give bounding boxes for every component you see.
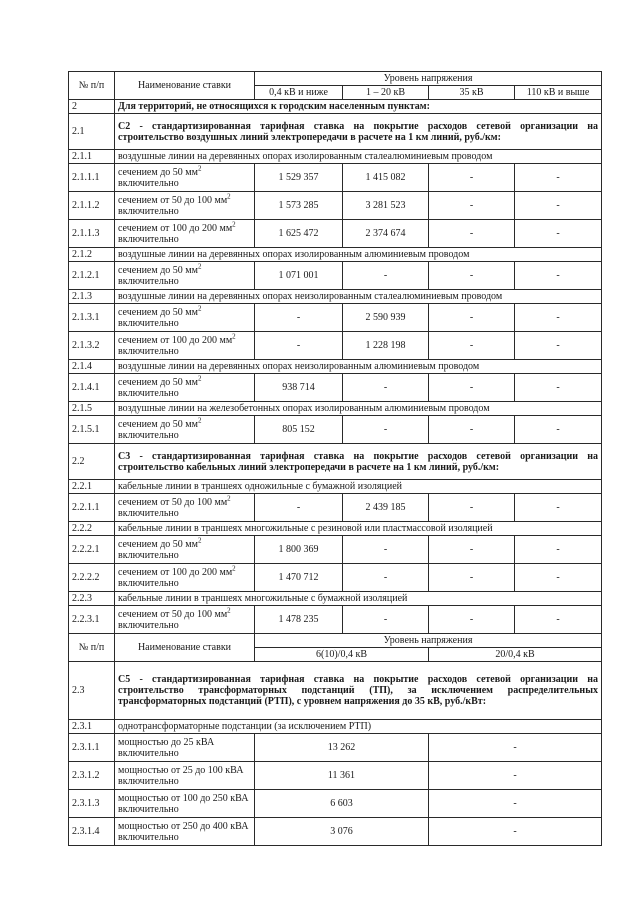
value-cell: -: [515, 164, 602, 192]
row-num: 2.1.4.1: [69, 374, 115, 402]
table-row: [69, 564, 602, 592]
value-cell: 1 800 369: [255, 536, 343, 564]
value-cell: -: [429, 332, 515, 360]
value-cell: 1 573 285: [255, 192, 343, 220]
value-cell: -: [515, 374, 602, 402]
row-num: 2.3.1.1: [69, 734, 115, 762]
value-cell: -: [515, 220, 602, 248]
value-cell: 1 228 198: [343, 332, 429, 360]
value-cell: -: [515, 262, 602, 290]
value-cell: 2 439 185: [343, 494, 429, 522]
row-num: 2.1.3.1: [69, 304, 115, 332]
value-cell: -: [429, 416, 515, 444]
value-cell: -: [343, 564, 429, 592]
value-cell: -: [343, 262, 429, 290]
table-row: [69, 734, 602, 762]
group-row: [69, 360, 602, 374]
header-name: Наименование ставки: [115, 72, 255, 100]
value-cell: -: [343, 606, 429, 634]
header-voltage: Уровень напряжения: [255, 72, 602, 86]
header-level: 0,4 кВ и ниже: [255, 86, 343, 100]
header-name: Наименование ставки: [115, 634, 255, 662]
group-title: воздушные линии на деревянных опорах неизолированным алюминиевым проводом: [115, 360, 602, 374]
row-num: 2.2.2.2: [69, 564, 115, 592]
row-num: 2.2.1.1: [69, 494, 115, 522]
table-row: [69, 494, 602, 522]
value-cell: -: [429, 374, 515, 402]
row-name: мощностью от 25 до 100 кВА включительно: [115, 762, 255, 790]
table-row: [69, 374, 602, 402]
value-cell: 938 714: [255, 374, 343, 402]
row-num: 2.2.2.1: [69, 536, 115, 564]
row-num: 2.1.3: [69, 290, 115, 304]
value-cell: 11 361: [255, 762, 429, 790]
row-num: 2.1.2.1: [69, 262, 115, 290]
row-num: 2.2.2: [69, 522, 115, 536]
value-cell: 2 374 674: [343, 220, 429, 248]
group-row: [69, 150, 602, 164]
value-cell: -: [429, 262, 515, 290]
row-name: сечением от 50 до 100 $мм^2$ включительно: [115, 494, 255, 522]
row-name: сечением до 50 $мм^2$ включительно: [115, 374, 255, 402]
value-cell: -: [515, 494, 602, 522]
value-cell: -: [429, 564, 515, 592]
group-title: воздушные линии на деревянных опорах неизолированным сталеалюминиевым проводом: [115, 290, 602, 304]
value-cell: 1 470 712: [255, 564, 343, 592]
section-title: Для территорий, не относящихся к городским населенным пунктам:: [115, 100, 602, 114]
row-name: сечением до 50 $мм^2$ включительно: [115, 536, 255, 564]
group-row: [69, 720, 602, 734]
rate-title-row: [69, 114, 602, 150]
value-cell: 1 478 235: [255, 606, 343, 634]
row-num: 2.1.2: [69, 248, 115, 262]
row-name: сечением до 50 $мм^2$ включительно: [115, 164, 255, 192]
group-row: [69, 592, 602, 606]
table-row: [69, 790, 602, 818]
row-num: 2.3.1.3: [69, 790, 115, 818]
row-num: 2.1.1.1: [69, 164, 115, 192]
header-level: 20/0,4 кВ: [429, 648, 602, 662]
header-num: № п/п: [69, 72, 115, 100]
value-cell: -: [429, 790, 602, 818]
value-cell: -: [429, 762, 602, 790]
value-cell: -: [429, 606, 515, 634]
tariff-table-lines: [68, 71, 602, 634]
row-num: 2.2.1: [69, 480, 115, 494]
group-title: воздушные линии на деревянных опорах изолированным сталеалюминиевым проводом: [115, 150, 602, 164]
value-cell: 1 415 082: [343, 164, 429, 192]
value-cell: 1 529 357: [255, 164, 343, 192]
header-row: [69, 634, 602, 648]
row-num: 2.3.1: [69, 720, 115, 734]
row-num: 2.3: [69, 662, 115, 720]
group-title: однотрансформаторные подстанции (за исключением РТП): [115, 720, 602, 734]
group-row: [69, 480, 602, 494]
row-name: сечением от 50 до 100 $мм^2$ включительно: [115, 192, 255, 220]
value-cell: -: [343, 416, 429, 444]
section-row: [69, 100, 602, 114]
value-cell: 13 262: [255, 734, 429, 762]
table-row: [69, 332, 602, 360]
value-cell: -: [429, 494, 515, 522]
table-row: [69, 536, 602, 564]
value-cell: -: [515, 416, 602, 444]
rate-title-row: [69, 662, 602, 720]
value-cell: 3 076: [255, 818, 429, 846]
row-num: 2.1.1: [69, 150, 115, 164]
table-row: [69, 818, 602, 846]
value-cell: -: [429, 818, 602, 846]
row-num: 2.1.5: [69, 402, 115, 416]
row-num: 2.3.1.2: [69, 762, 115, 790]
group-title: кабельные линии в траншеях одножильные с бумажной изоляцией: [115, 480, 602, 494]
rate-title: С2 - стандартизированная тарифная ставка на покрытие расходов сетевой организации на строительство воздушных линий электропередачи в расчете на 1 км линий, руб./км:: [115, 114, 602, 150]
header-level: 6(10)/0,4 кВ: [255, 648, 429, 662]
group-title: воздушные линии на железобетонных опорах изолированным алюминиевым проводом: [115, 402, 602, 416]
value-cell: -: [429, 192, 515, 220]
value-cell: 1 071 001: [255, 262, 343, 290]
value-cell: -: [429, 536, 515, 564]
group-title: воздушные линии на деревянных опорах изолированным алюминиевым проводом: [115, 248, 602, 262]
table-row: [69, 164, 602, 192]
row-num: 2.1.3.2: [69, 332, 115, 360]
value-cell: 805 152: [255, 416, 343, 444]
row-num: 2.2: [69, 444, 115, 480]
table-row: [69, 304, 602, 332]
value-cell: -: [429, 734, 602, 762]
group-title: кабельные линии в траншеях многожильные с бумажной изоляцией: [115, 592, 602, 606]
row-name: сечением от 100 до 200 $мм^2$ включительно: [115, 220, 255, 248]
row-num: 2.1: [69, 114, 115, 150]
value-cell: 1 625 472: [255, 220, 343, 248]
rate-title: С3 - стандартизированная тарифная ставка на покрытие расходов сетевой организации на строительство кабельных линий электропередачи в расчете на 1 км линий, руб./км:: [115, 444, 602, 480]
table-row: [69, 762, 602, 790]
row-name: сечением от 100 до 200 $мм^2$ включительно: [115, 564, 255, 592]
value-cell: -: [515, 536, 602, 564]
header-num: № п/п: [69, 634, 115, 662]
row-num: 2.1.1.3: [69, 220, 115, 248]
value-cell: -: [343, 374, 429, 402]
row-name: сечением до 50 $мм^2$ включительно: [115, 262, 255, 290]
row-num: 2.1.1.2: [69, 192, 115, 220]
value-cell: -: [255, 332, 343, 360]
value-cell: 3 281 523: [343, 192, 429, 220]
rate-title: С5 - стандартизированная тарифная ставка на покрытие расходов сетевой организации на строительство трансформаторных подстанций (ТП), за исключением распределительных трансформаторных подстанций (РТП), с уровнем напряжения до 35 кВ, руб./кВт:: [115, 662, 602, 720]
row-num: 2.1.4: [69, 360, 115, 374]
value-cell: -: [515, 606, 602, 634]
header-level: 110 кВ и выше: [515, 86, 602, 100]
row-name: мощностью от 250 до 400 кВА включительно: [115, 818, 255, 846]
group-row: [69, 402, 602, 416]
group-row: [69, 248, 602, 262]
value-cell: -: [255, 494, 343, 522]
header-level: 1 – 20 кВ: [343, 86, 429, 100]
group-row: [69, 290, 602, 304]
table-row: [69, 416, 602, 444]
value-cell: -: [429, 304, 515, 332]
rate-title-row: [69, 444, 602, 480]
row-num: 2.2.3.1: [69, 606, 115, 634]
tariff-table-substations: [68, 633, 602, 846]
value-cell: -: [515, 564, 602, 592]
row-name: сечением от 50 до 100 $мм^2$ включительно: [115, 606, 255, 634]
table-row: [69, 262, 602, 290]
value-cell: -: [429, 220, 515, 248]
row-num: 2.3.1.4: [69, 818, 115, 846]
value-cell: 6 603: [255, 790, 429, 818]
row-name: сечением от 100 до 200 $мм^2$ включительно: [115, 332, 255, 360]
value-cell: -: [255, 304, 343, 332]
table-row: [69, 606, 602, 634]
group-title: кабельные линии в траншеях многожильные с резиновой или пластмассовой изоляцией: [115, 522, 602, 536]
row-num: 2: [69, 100, 115, 114]
value-cell: -: [515, 192, 602, 220]
row-name: сечением до 50 $мм^2$ включительно: [115, 304, 255, 332]
value-cell: -: [343, 536, 429, 564]
table-row: [69, 220, 602, 248]
value-cell: -: [515, 332, 602, 360]
value-cell: 2 590 939: [343, 304, 429, 332]
value-cell: -: [429, 164, 515, 192]
table-row: [69, 192, 602, 220]
header-voltage: Уровень напряжения: [255, 634, 602, 648]
row-num: 2.2.3: [69, 592, 115, 606]
value-cell: -: [515, 304, 602, 332]
header-level: 35 кВ: [429, 86, 515, 100]
header-row: [69, 72, 602, 86]
group-row: [69, 522, 602, 536]
row-num: 2.1.5.1: [69, 416, 115, 444]
row-name: мощностью до 25 кВА включительно: [115, 734, 255, 762]
row-name: мощностью от 100 до 250 кВА включительно: [115, 790, 255, 818]
row-name: сечением до 50 $мм^2$ включительно: [115, 416, 255, 444]
